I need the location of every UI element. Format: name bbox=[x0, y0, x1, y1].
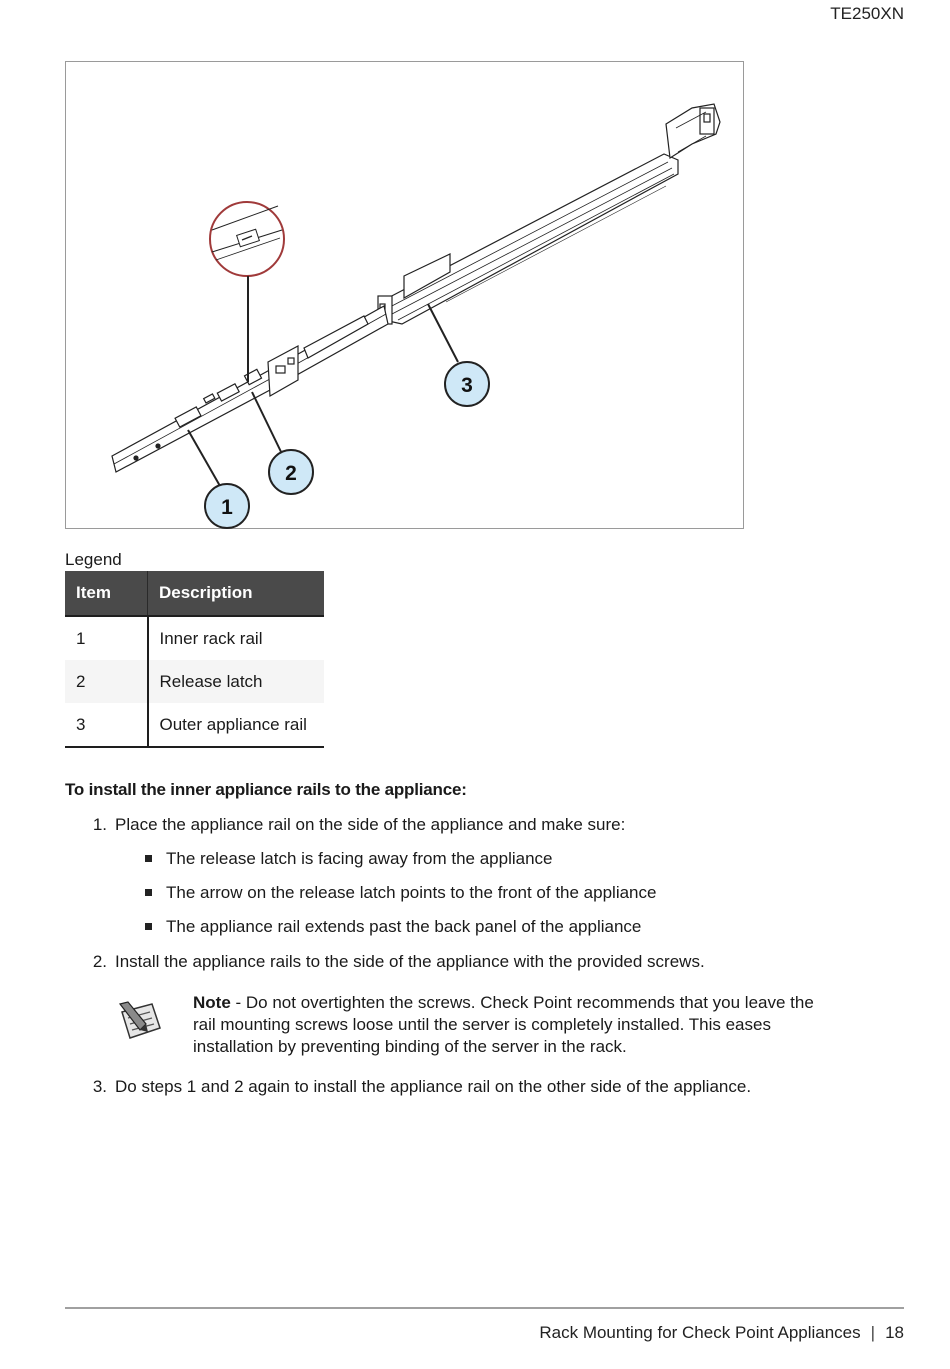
step-number: 1. bbox=[92, 815, 107, 834]
table-row bbox=[65, 703, 324, 747]
footer-title: Rack Mounting for Check Point Appliances bbox=[539, 1323, 861, 1342]
procedure-title: To install the inner appliance rails to the appliance: bbox=[65, 780, 467, 799]
bullet-square-icon bbox=[145, 923, 152, 930]
legend-item: 2 bbox=[65, 660, 148, 703]
page-footer bbox=[539, 1323, 904, 1343]
bullet-square-icon bbox=[145, 855, 152, 862]
step-text: Place the appliance rail on the side of the appliance and make sure: bbox=[115, 815, 626, 834]
note-callout bbox=[193, 992, 833, 1058]
latch-detail bbox=[210, 202, 284, 276]
rail-diagram bbox=[65, 61, 744, 529]
footer-separator: | bbox=[870, 1323, 876, 1342]
legend-header-item: Item bbox=[65, 571, 148, 616]
step-text: Do steps 1 and 2 again to install the appliance rail on the other side of the appliance. bbox=[115, 1077, 752, 1096]
footer-divider bbox=[65, 1307, 904, 1309]
bullet-text: The appliance rail extends past the back panel of the appliance bbox=[166, 917, 642, 936]
callout-2 bbox=[269, 450, 313, 494]
bullet-square-icon bbox=[145, 889, 152, 896]
legend-caption: Legend bbox=[65, 550, 122, 569]
bullet-text: The release latch is facing away from the appliance bbox=[166, 849, 553, 868]
outer-rail bbox=[378, 104, 720, 324]
note-body: - Do not overtighten the screws. Check Point recommends that you leave the rail mounting screws loose until the server is completely installed. This eases installation by preventing binding of the server in the rack. bbox=[193, 993, 814, 1056]
legend-item: 1 bbox=[65, 616, 148, 660]
callout-1-label: 1 bbox=[221, 496, 233, 519]
bullet-text: The arrow on the release latch points to the front of the appliance bbox=[166, 883, 657, 902]
legend-table bbox=[65, 571, 324, 748]
legend-item: 3 bbox=[65, 703, 148, 747]
legend-description: Outer appliance rail bbox=[148, 703, 325, 747]
rail-illustration bbox=[66, 62, 745, 530]
callout-3-label: 3 bbox=[461, 374, 473, 397]
callout-3 bbox=[445, 362, 489, 406]
legend-description: Release latch bbox=[148, 660, 325, 703]
step-number: 3. bbox=[92, 1077, 107, 1096]
legend-description: Inner rack rail bbox=[159, 628, 263, 648]
table-row bbox=[65, 616, 324, 660]
note-pencil-icon bbox=[116, 1000, 164, 1042]
step-text: Install the appliance rails to the side of the appliance with the provided screws. bbox=[115, 952, 705, 971]
step-number: 2. bbox=[92, 952, 107, 971]
page-number: 18 bbox=[885, 1323, 904, 1342]
callout-2-label: 2 bbox=[285, 462, 297, 485]
callout-1 bbox=[205, 484, 249, 528]
note-label: Note bbox=[193, 993, 231, 1012]
table-row bbox=[65, 660, 324, 703]
legend-header-description: Description bbox=[148, 571, 325, 616]
inner-rail bbox=[112, 306, 388, 472]
legend-header-row bbox=[65, 571, 324, 616]
document-model: TE250XN bbox=[830, 4, 904, 23]
